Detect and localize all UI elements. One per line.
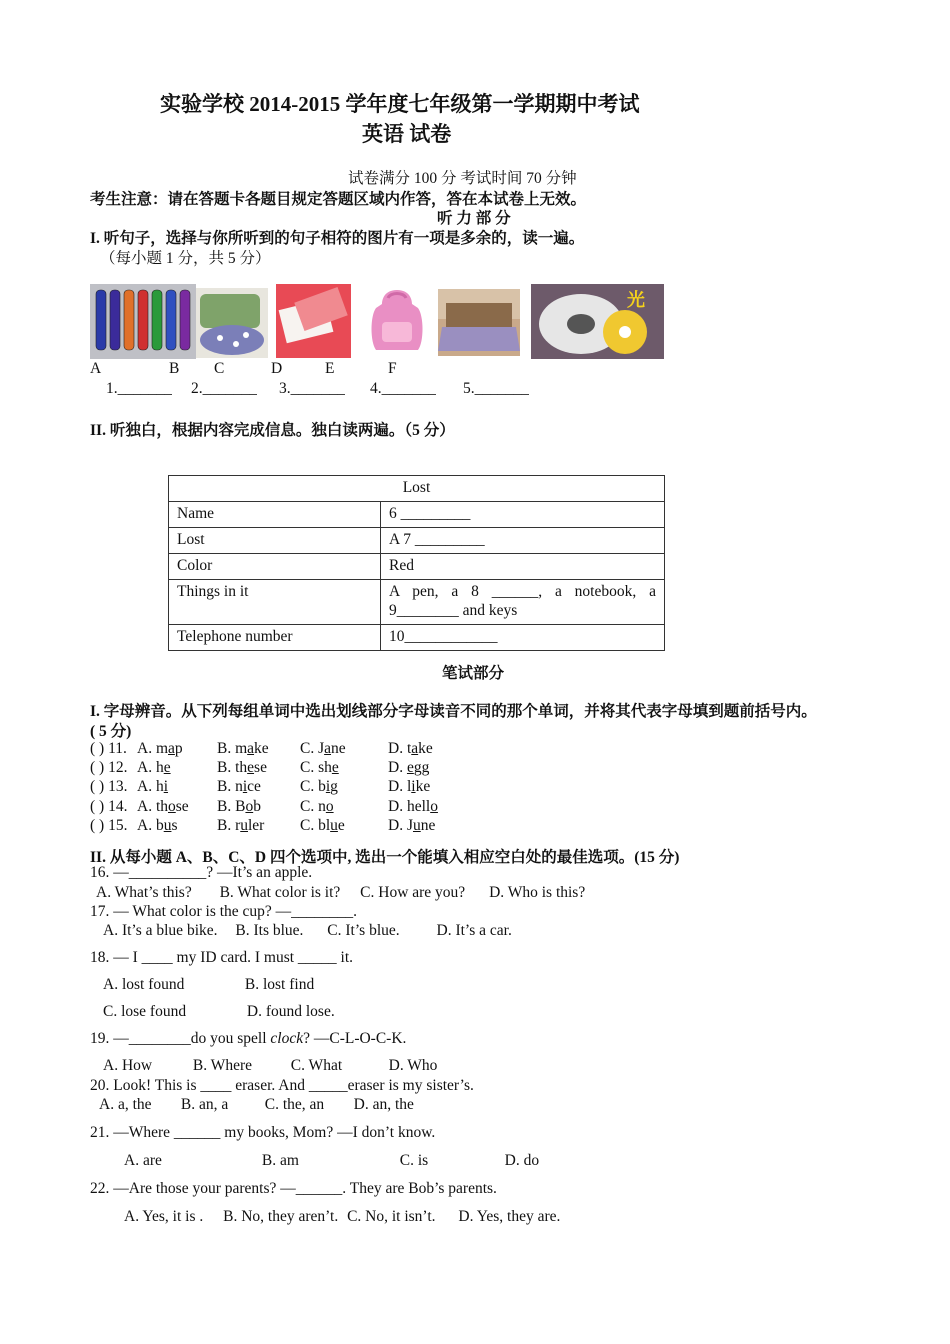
option-d: D. Who is this?: [489, 884, 586, 901]
image-label-d: D: [271, 360, 283, 377]
underlined-letter: u: [412, 817, 421, 834]
question-number: ( ) 11.: [90, 740, 127, 757]
table-cell: A pen, a 8 ______, a notebook, a 9________ and keys: [381, 580, 665, 625]
option-b: B. Bob: [217, 798, 261, 815]
exam-notice: 考生注意：请在答题卡各题目规定答题区域内作答，答在本试卷上无效。: [90, 191, 587, 208]
answer-blank-5: 5._______: [463, 380, 529, 397]
option-d: D. June: [388, 817, 436, 834]
question-21: 21. —Where ______ my books, Mom? —I don’t know.: [90, 1124, 436, 1141]
question-number: ( ) 14.: [90, 798, 128, 815]
listening-section1-title: I. 听句子，选择与你所听到的句子相符的图片有一项是多余的，读一遍。: [90, 230, 585, 247]
underlined-letter: e: [406, 759, 414, 776]
underlined-letter: i: [163, 778, 169, 795]
table-cell: Lost: [169, 528, 381, 554]
option-b: B. make: [217, 740, 269, 757]
svg-text:光: 光: [627, 290, 645, 311]
pens-photo: [90, 284, 196, 359]
option-c: C. Jane: [300, 740, 346, 757]
answer-blank-3: 3._______: [279, 380, 345, 397]
question-19-options: [90, 1057, 437, 1075]
option-a: A. he: [137, 759, 171, 776]
option-c: C. is: [399, 1152, 429, 1169]
exam-title: 实验学校 2014-2015 学年度七年级第一学期期中考试: [160, 92, 640, 116]
underlined-letter: i: [242, 778, 248, 795]
question-20: 20. Look! This is ____ eraser. And _____eraser is my sister’s.: [90, 1077, 474, 1094]
question-19-answer: ? —C-L-O-C-K.: [303, 1030, 407, 1047]
question-19-text: 19. —________do you spell: [90, 1030, 271, 1047]
table-cell: Red: [381, 554, 665, 580]
table-cell: A 7 _________: [381, 528, 665, 554]
question-number: ( ) 13.: [90, 778, 128, 795]
option-a: A. a, the: [99, 1096, 152, 1113]
question-22: 22. —Are those your parents? —______. They are Bob’s parents.: [90, 1180, 497, 1197]
lost-info-table: [168, 475, 665, 651]
option-d: D. found lose.: [246, 1003, 335, 1020]
question-22-options: [90, 1208, 560, 1226]
table-cell: Color: [169, 554, 381, 580]
listening-part-title: 听 力 部 分: [437, 210, 511, 227]
option-c: C. blue: [300, 817, 345, 834]
option-d: D. egg: [388, 759, 430, 776]
option-b: B. these: [217, 759, 267, 776]
question-17: 17. — What color is the cup? —________.: [90, 903, 358, 920]
option-a: A. lost found: [103, 976, 185, 993]
underlined-letter: u: [330, 817, 338, 834]
underlined-letter: i: [411, 778, 416, 795]
table-cell: Telephone number: [169, 625, 381, 651]
written-section1-title: I. 字母辨音。从下列每组单词中选出划线部分字母读音不同的那个单词，并将其代表字母填到题前括号内。: [90, 703, 817, 720]
option-b: B. am: [261, 1152, 299, 1169]
question-number: ( ) 12.: [90, 759, 128, 776]
option-b: B. Where: [192, 1057, 252, 1074]
schoolbag-photo: [362, 286, 432, 356]
table-row: [169, 528, 665, 554]
option-a: A. bus: [137, 817, 178, 834]
image-label-b: B: [169, 360, 180, 377]
underlined-letter: o: [168, 798, 176, 815]
underlined-letter: o: [325, 798, 334, 815]
option-c: C. the, an: [264, 1096, 325, 1113]
option-b: B. ruler: [217, 817, 265, 834]
table-cell: Name: [169, 502, 381, 528]
question-number: ( ) 15.: [90, 817, 128, 834]
image-label-e: E: [325, 360, 335, 377]
option-d: D. take: [388, 740, 433, 757]
table-cell: 6 _________: [381, 502, 665, 528]
underlined-letter: a: [247, 740, 255, 757]
option-c: C. No, it isn’t.: [347, 1208, 436, 1225]
listening-section2-title: II. 听独白，根据内容完成信息。独白读两遍。（5 分）: [90, 422, 455, 439]
question-18: 18. — I ____ my ID card. I must _____ it.: [90, 949, 354, 966]
option-b: B. lost find: [244, 976, 315, 993]
table-cell: Things in it: [169, 580, 381, 625]
table-row: [169, 502, 665, 528]
underlined-letter: a: [411, 740, 419, 757]
question-20-options: [90, 1096, 414, 1114]
answer-blank-2: 2._______: [191, 380, 257, 397]
option-d: D. do: [504, 1152, 540, 1169]
underlined-letter: e: [163, 759, 171, 776]
table-caption: Lost: [169, 476, 665, 502]
exam-subtitle: 英语 试卷: [362, 122, 452, 146]
question-18-options-row1: [90, 976, 314, 994]
written-section1-score: ( 5 分): [90, 723, 132, 740]
underlined-letter: o: [245, 798, 254, 815]
option-a: A. hi: [137, 778, 169, 795]
option-c: C. lose found: [103, 1003, 187, 1020]
table-cell: 10____________: [381, 625, 665, 651]
option-a: A. those: [137, 798, 189, 815]
image-label-f: F: [388, 360, 397, 377]
question-16: 16. —__________? —It’s an apple.: [90, 864, 313, 881]
question-16-options: [90, 884, 585, 902]
question-21-options: [90, 1152, 539, 1170]
underlined-letter: a: [324, 740, 332, 757]
eraser-photo: [276, 284, 351, 358]
option-d: D. an, the: [353, 1096, 414, 1113]
option-a: A. It’s a blue bike.: [103, 922, 218, 939]
cd-photo: [531, 284, 664, 359]
quilt-photo: [196, 288, 268, 358]
image-label-c: C: [214, 360, 225, 377]
underlined-letter: u: [163, 817, 172, 834]
underlined-letter: i: [325, 778, 331, 795]
option-c: C. big: [300, 778, 338, 795]
listening-section1-note: （每小题 1 分，共 5 分）: [100, 250, 271, 267]
written-section2-title: II. 从每小题 A、B、C、D 四个选项中, 选出一个能填入相应空白处的最佳选项。(15 分): [90, 849, 680, 866]
option-a: A. map: [137, 740, 183, 757]
option-b: B. nice: [217, 778, 261, 795]
table-row: [169, 580, 665, 625]
question-17-options: [90, 922, 512, 940]
question-19: [90, 1030, 406, 1048]
underlined-letter: e: [247, 759, 255, 776]
underlined-letter: u: [240, 817, 248, 834]
option-c: C. It’s blue.: [327, 922, 400, 939]
option-b: B. an, a: [180, 1096, 229, 1113]
underlined-letter: e: [331, 759, 339, 776]
option-c: C. she: [300, 759, 339, 776]
option-a: A. are: [124, 1152, 162, 1169]
option-d: D. like: [388, 778, 431, 795]
option-b: B. Its blue.: [235, 922, 304, 939]
option-d: D. It’s a car.: [436, 922, 512, 939]
question-18-options-row2: [90, 1003, 335, 1021]
option-a: A. What’s this?: [96, 884, 192, 901]
option-b: B. What color is it?: [219, 884, 341, 901]
exam-meta: 试卷满分 100 分 考试时间 70 分钟: [348, 170, 577, 187]
table-row: [169, 625, 665, 651]
option-c: C. How are you?: [360, 884, 466, 901]
written-part-title: 笔试部分: [442, 665, 505, 682]
table-row: [169, 554, 665, 580]
underlined-letter: a: [168, 740, 175, 757]
option-a: A. How: [103, 1057, 153, 1074]
option-b: B. No, they aren’t.: [223, 1208, 339, 1225]
option-c: C. What: [290, 1057, 343, 1074]
option-a: A. Yes, it is .: [124, 1208, 204, 1225]
option-d: D. Yes, they are.: [458, 1208, 561, 1225]
answer-blank-4: 4._______: [370, 380, 436, 397]
bed-photo: [438, 289, 520, 356]
underlined-letter: o: [430, 798, 438, 815]
option-d: D. Who: [388, 1057, 438, 1074]
option-d: D. hello: [388, 798, 438, 815]
question-19-word: clock: [270, 1030, 304, 1047]
answer-blank-1: 1._______: [106, 380, 172, 397]
image-label-a: A: [90, 360, 102, 377]
option-c: C. no: [300, 798, 334, 815]
